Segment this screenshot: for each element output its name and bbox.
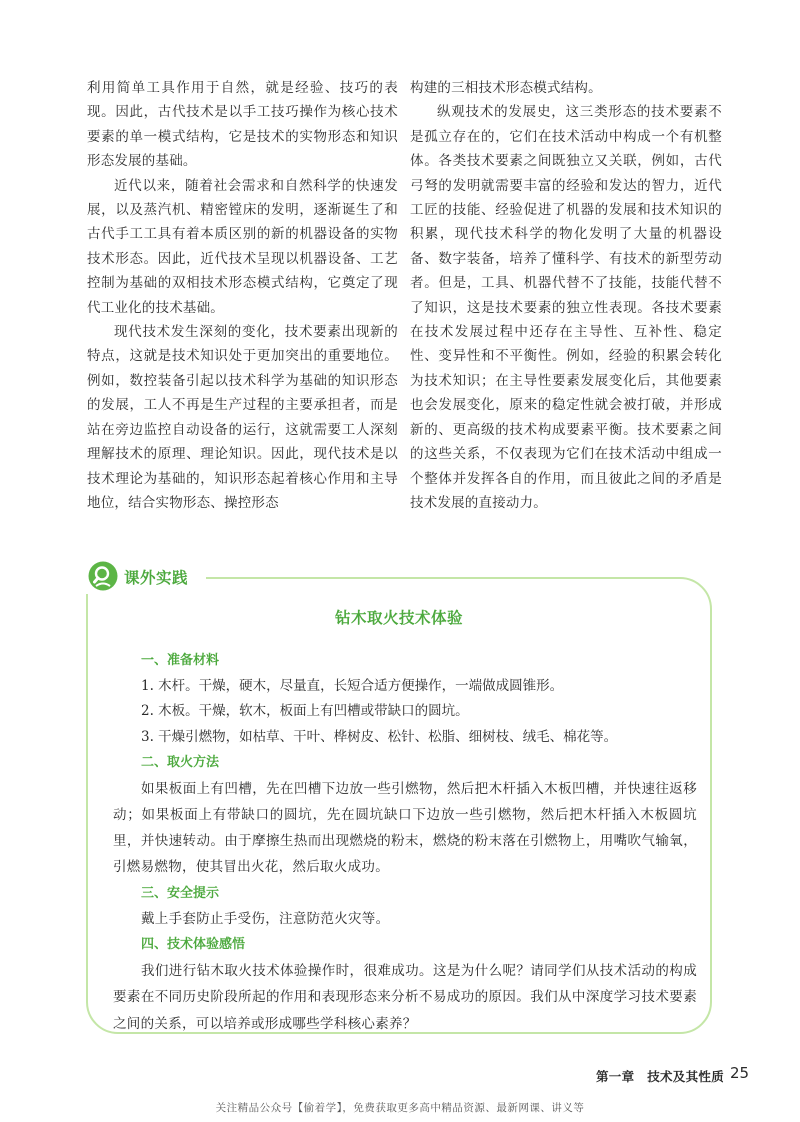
- reflection-text: 我们进行钻木取火技术体验操作时，很难成功。这是为什么呢？请同学们从技术活动的构成要素在不同历史阶段所起的作用和表现形态来分析不易成功的原因。我们从中深度学习技术要素之间的关系，可以培养或形成哪些学科核心素养？: [113, 962, 697, 1032]
- material-item: 3. 干燥引燃物，如枯草、干叶、桦树皮、松针、松脂、细树枝、绒毛、棉花等。: [141, 728, 618, 745]
- practice-content: [113, 648, 697, 1037]
- right-paragraph-2: 纵观技术的发展史，这三类形态的技术要素不是孤立存在的，它们在技术活动中构成一个有机整体。各类技术要素之间既独立又关联，例如，古代弓弩的发明就需要丰富的经验和发达的智力，近代工匠的技能、经验促进了机器的发展和技术知识的积累，现代技术科学的物化发明了大量的机器设备、数字装备，培养了懂科学、有技术的新型劳动者。但是，工具、机器代替不了技能，技能代替不了知识，这是技术要素的独立性表现。各技术要素在技术发展过程中还存在主导性、互补性、稳定性、变异性和不平衡性。例如，经验的积累会转化为技术知识；在主导性要素发展变化后，其他要素也会发展变化，原来的稳定性就会被打破，并形成新的、更高级的技术构成要素平衡。技术要素之间的这些关系，不仅表现为它们在技术活动中组成一个整体并发挥各自的作用，而且彼此之间的矛盾是技术发展的直接动力。: [410, 104, 722, 511]
- method-heading: 二、取火方法: [141, 755, 220, 770]
- right-paragraph-1: 构建的三相技术形态模式结构。: [410, 80, 602, 96]
- practice-title: 钻木取火技术体验: [334, 609, 463, 627]
- left-paragraph-3: 现代技术发生深刻的变化，技术要素出现新的特点，这就是技术知识处于更加突出的重要地位。例如，数控装备引起以技术科学为基础的知识形态的发展，工人不再是生产过程的主要承担者，而是站在旁边监控自动设备的运行，这就需要工人深刻理解技术的原理、理论知识。因此，现代技术是以技术理论为基础的，知识形态起着核心作用和主导地位，结合实物形态、操控形态: [87, 324, 398, 511]
- material-item: 1. 木杆。干燥，硬木，尽量直，长短合适方便操作，一端做成圆锥形。: [141, 677, 564, 694]
- left-paragraph-2: 近代以来，随着社会需求和自然科学的快速发展，以及蒸汽机、精密镗床的发明，逐渐诞生了和古代手工工具有着本质区别的新的机器设备的实物技术形态。因此，近代技术呈现以机器设备、工艺控制为基础的双相技术形态模式结构，它奠定了现代工业化的技术基础。: [87, 177, 398, 316]
- left-text-column: [87, 76, 398, 515]
- chapter-title: 第一章 技术及其性质: [596, 1069, 725, 1084]
- reflection-heading: 四、技术体验感悟: [141, 937, 246, 953]
- safety-heading: 三、安全提示: [141, 885, 220, 901]
- page-number: 25: [730, 1064, 750, 1082]
- footer-note: 关注精品公众号【偷着学】，免费获取更多高中精品资源、最新网课、讲义等: [215, 1102, 585, 1114]
- right-text-column: [410, 76, 722, 515]
- safety-text: 戴上手套防止手受伤，注意防范火灾等。: [141, 911, 390, 928]
- method-text: 如果板面上有凹槽，先在凹槽下边放一些引燃物，然后把木杆插入木板凹槽，并快速往返移动；如果板面上有带缺口的圆坑，先在圆坑缺口下边放一些引燃物，然后把木杆插入木板圆坑里，并快速转动。由于摩擦生热而出现燃烧的粉末，燃烧的粉末落在引燃物上，用嘴吹气输氧，引燃易燃物，使其冒出火花，然后取火成功。: [113, 780, 697, 876]
- material-item: 2. 木板。干燥，软木，板面上有凹槽或带缺口的圆坑。: [141, 703, 469, 719]
- left-paragraph-1: 利用简单工具作用于自然，就是经验、技巧的表现。因此，古代技术是以手工技巧操作为核心技术要素的单一模式结构，它是技术的实物形态和知识形态发展的基础。: [87, 80, 398, 170]
- materials-heading: 一、准备材料: [141, 653, 220, 668]
- magnifier-icon: [88, 561, 118, 591]
- practice-section-label: 课外实践: [124, 569, 189, 587]
